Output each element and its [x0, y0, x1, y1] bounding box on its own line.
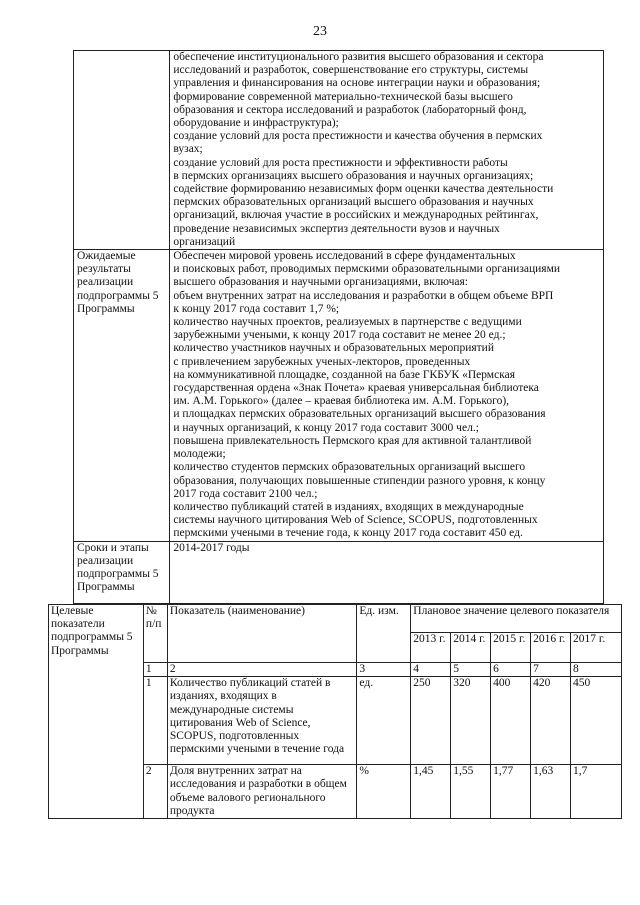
- col-number-cell: 1: [143, 663, 167, 677]
- text-line: 2014-2017 годы: [173, 541, 250, 554]
- indicator-name: Доля внутренних затрат на исследования и разработки в общем объеме валового регионального продукта: [167, 765, 357, 819]
- text-line: оборудование и инфраструктура);: [173, 117, 339, 130]
- col-number-cell: 2: [167, 663, 357, 677]
- value-cell: 250: [411, 677, 451, 765]
- value-cell: 1,55: [451, 765, 491, 819]
- row-content: [170, 51, 604, 250]
- text-line: и площадках пермских образовательных организаций высшего образования: [173, 408, 546, 421]
- text-line: количество публикаций статей в изданиях, входящих в международные: [173, 500, 524, 513]
- text-line: Обеспечен мировой уровень исследований в сфере фундаментальных: [173, 250, 516, 263]
- text-line: государственная ордена «Знак Почета» краевая универсальная библиотека: [173, 382, 539, 395]
- row-label-terms: Сроки и этапы реализации подпрограммы 5 Программы: [74, 541, 170, 603]
- col-number-cell: 6: [491, 663, 531, 677]
- col-indicator-header: Показатель (наименование): [167, 605, 357, 663]
- text-line: организаций: [173, 235, 236, 248]
- text-line: к концу 2017 года составит 1,7 %;: [173, 302, 340, 315]
- text-line: объем внутренних затрат на исследования и разработки в общем объеме ВРП: [173, 289, 554, 302]
- row-content-expected-results: [170, 250, 604, 541]
- row-content-terms: [170, 541, 604, 603]
- row-number: 2: [143, 765, 167, 819]
- col-number-cell: 3: [357, 663, 411, 677]
- col-number-cell: 4: [411, 663, 451, 677]
- unit-cell: ед.: [357, 677, 411, 765]
- text-line: создание условий для роста престижности и качества обучения в пермских: [173, 130, 543, 143]
- text-line: пермских образовательных организаций высшего образования и научных: [173, 196, 534, 209]
- text-line: исследований и разработок, совершенствование его структуры, системы: [173, 64, 529, 77]
- text-line: образования, получающих повышенные стипендии разного уровня, к концу: [173, 474, 546, 487]
- text-line: и поисковых работ, проводимых пермскими образовательными организациями: [173, 263, 561, 276]
- text-line: и научных организаций, к концу 2017 года составит 3000 чел.;: [173, 421, 479, 434]
- value-cell: 400: [491, 677, 531, 765]
- table-row: [74, 51, 604, 250]
- text-line: количество научных проектов, реализуемых в партнерстве с ведущими: [173, 316, 522, 329]
- value-cell: 1,45: [411, 765, 451, 819]
- year-header: 2017 г.: [571, 633, 622, 663]
- value-cell: 420: [531, 677, 571, 765]
- year-header: 2016 г.: [531, 633, 571, 663]
- col-number-cell: 8: [571, 663, 622, 677]
- text-line: с привлечением зарубежных ученых-лекторов, проведенных: [173, 355, 471, 368]
- value-cell: 1,77: [491, 765, 531, 819]
- text-line: образования и сектора исследований и разработок (лабораторный фонд,: [173, 103, 527, 116]
- text-line: им. А.М. Горького» (далее – краевая библиотека им. А.М. Горького),: [173, 395, 510, 408]
- value-cell: 320: [451, 677, 491, 765]
- text-line: создание условий для роста престижности и эффективности работы: [173, 156, 508, 169]
- col-number-cell: 7: [531, 663, 571, 677]
- table-header-row: [49, 605, 622, 633]
- text-line: на коммуникативной площадке, созданной на базе ГКБУК «Пермская: [173, 368, 516, 381]
- row-number: 1: [143, 677, 167, 765]
- text-line: формирование современной материально-технической базы высшего: [173, 90, 513, 103]
- page-number: 23: [313, 24, 327, 39]
- targets-section-label: Целевые показатели подпрограммы 5 Программы: [49, 605, 144, 819]
- col-number-cell: 5: [451, 663, 491, 677]
- text-line: обеспечение институционального развития высшего образования и сектора: [173, 51, 544, 63]
- text-line: повышена привлекательность Пермского края для активной талантливой: [173, 434, 532, 447]
- row-label-expected-results: Ожидаемые результаты реализации подпрограммы 5 Программы: [74, 250, 170, 541]
- text-line: количество участников научных и образовательных мероприятий: [173, 342, 494, 355]
- unit-cell: %: [357, 765, 411, 819]
- text-line: зарубежными учеными, к концу 2017 года составит не менее 20 ед.;: [173, 329, 506, 342]
- text-line: организаций, включая участие в российских и международных рейтингах,: [173, 209, 539, 222]
- value-cell: 1,7: [571, 765, 622, 819]
- text-line: управления и финансирования на основе интеграции науки и образования;: [173, 77, 541, 90]
- table-row: [74, 250, 604, 541]
- text-line: количество студентов пермских образовательных организаций высшего: [173, 461, 526, 474]
- text-line: пермскими учеными в течение года, к концу 2017 года составит 450 ед.: [173, 527, 523, 540]
- year-header: 2013 г.: [411, 633, 451, 663]
- year-header: 2014 г.: [451, 633, 491, 663]
- indicator-name: Количество публикаций статей в изданиях, входящих в международные системы цитирования Web of Science, SCOPUS, подготовленных пермскими учеными в течение года: [167, 677, 357, 765]
- text-line: проведение независимых экспертиз деятельности вузов и научных: [173, 222, 500, 235]
- subprogram-passport-table: [73, 50, 604, 604]
- table-row: [74, 541, 604, 603]
- text-line: в пермских организациях высшего образования и научных организациях;: [173, 169, 534, 182]
- target-indicators-table: [48, 604, 622, 819]
- col-number-header: № п/п: [143, 605, 167, 663]
- row-label: [74, 51, 170, 250]
- col-unit-header: Ед. изм.: [357, 605, 411, 663]
- text-line: системы научного цитирования Web of Science, SCOPUS, подготовленных: [173, 514, 538, 527]
- text-line: высшего образования и научными организациями, включая:: [173, 276, 468, 289]
- text-line: молодежи;: [173, 448, 226, 461]
- text-line: содействие формированию независимых форм оценки качества деятельности: [173, 183, 554, 196]
- value-cell: 450: [571, 677, 622, 765]
- text-line: 2017 года составит 2100 чел.;: [173, 487, 318, 500]
- year-header: 2015 г.: [491, 633, 531, 663]
- col-planned-header: Плановое значение целевого показателя: [411, 605, 622, 633]
- value-cell: 1,63: [531, 765, 571, 819]
- text-line: вузах;: [173, 143, 203, 156]
